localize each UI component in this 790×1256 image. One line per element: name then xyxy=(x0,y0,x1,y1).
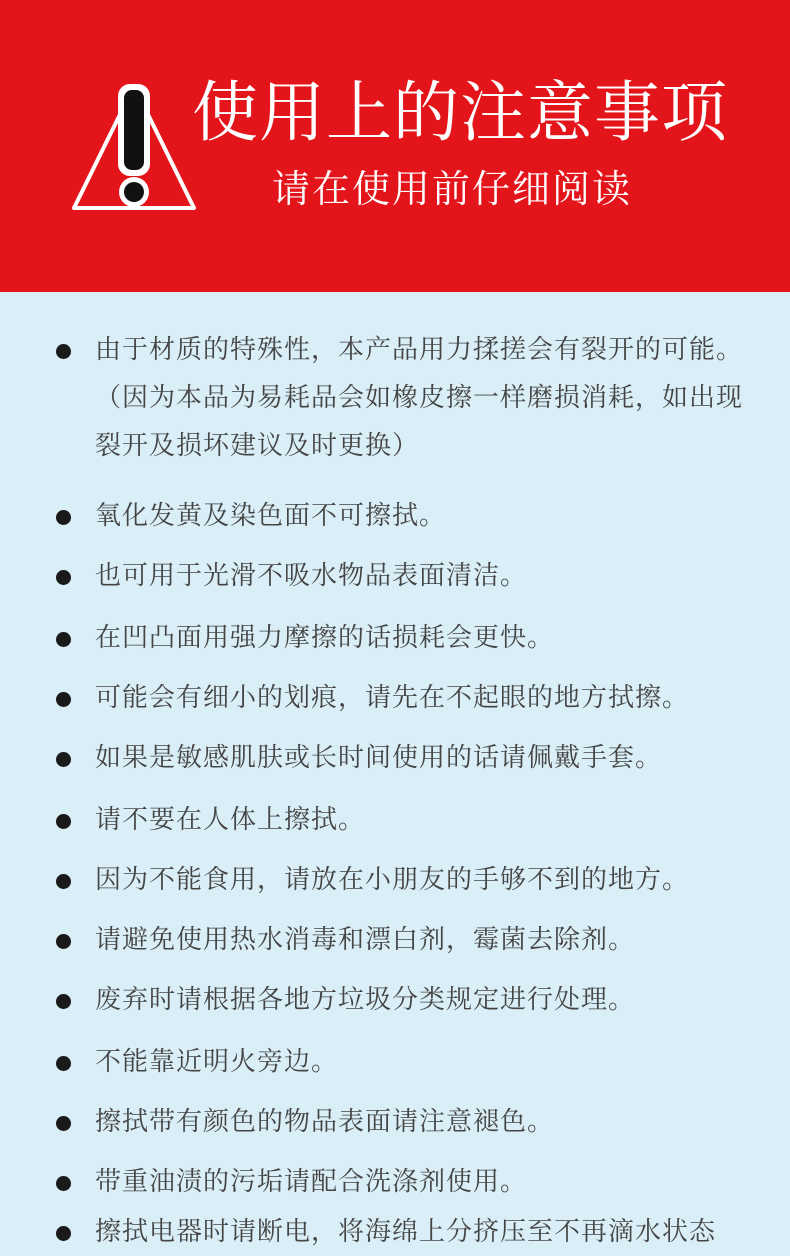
bullet-icon xyxy=(56,994,71,1009)
bullet-icon xyxy=(56,1116,71,1131)
list-item-text: 也可用于光滑不吸水物品表面清洁。 xyxy=(95,561,528,591)
bullet-icon xyxy=(56,1056,71,1071)
bullet-icon xyxy=(56,1226,71,1241)
list-item-text: 请不要在人体上擦拭。 xyxy=(95,805,366,835)
list-item-text: 不能靠近明火旁边。 xyxy=(95,1047,339,1077)
bullet-icon xyxy=(56,934,71,949)
page-subtitle: 请在使用前仔细阅读 xyxy=(272,167,633,211)
bullet-icon xyxy=(56,1176,71,1191)
list-item-text: 请避免使用热水消毒和漂白剂，霉菌去除剂。 xyxy=(95,925,636,955)
list-item-text: 废弃时请根据各地方垃圾分类规定进行处理。 xyxy=(95,985,636,1015)
list-item-text: 擦拭带有颜色的物品表面请注意褪色。 xyxy=(95,1107,555,1137)
list-item-text: 由于材质的特殊性，本产品用力揉搓会有裂开的可能。（因为本品为易耗品会如橡皮擦一样磨损消耗，如出现裂开及损坏建议及时更换） xyxy=(95,335,744,461)
bullet-icon xyxy=(56,570,71,585)
list-item-text: 在凹凸面用强力摩擦的话损耗会更快。 xyxy=(95,623,555,653)
list-item-text: 因为不能食用，请放在小朋友的手够不到的地方。 xyxy=(95,865,690,895)
bullet-icon xyxy=(56,632,71,647)
list-item-text: 擦拭电器时请断电，将海绵上分挤压至不再滴水状态 xyxy=(95,1217,717,1247)
bullet-icon xyxy=(56,752,71,767)
warning-triangle-icon xyxy=(70,82,198,216)
list-item-text: 如果是敏感肌肤或长时间使用的话请佩戴手套。 xyxy=(95,743,663,773)
list-item-text: 带重油渍的污垢请配合洗涤剂使用。 xyxy=(95,1167,528,1197)
bullet-icon xyxy=(56,692,71,707)
list-item-text: 氧化发黄及染色面不可擦拭。 xyxy=(95,501,447,531)
list-item-text: 可能会有细小的划痕，请先在不起眼的地方拭擦。 xyxy=(95,683,690,713)
bullet-icon xyxy=(56,344,71,359)
bullet-icon xyxy=(56,510,71,525)
page-title: 使用上的注意事项 xyxy=(192,74,728,151)
bullet-icon xyxy=(56,874,71,889)
warning-header-banner xyxy=(0,0,790,292)
bullet-icon xyxy=(56,814,71,829)
